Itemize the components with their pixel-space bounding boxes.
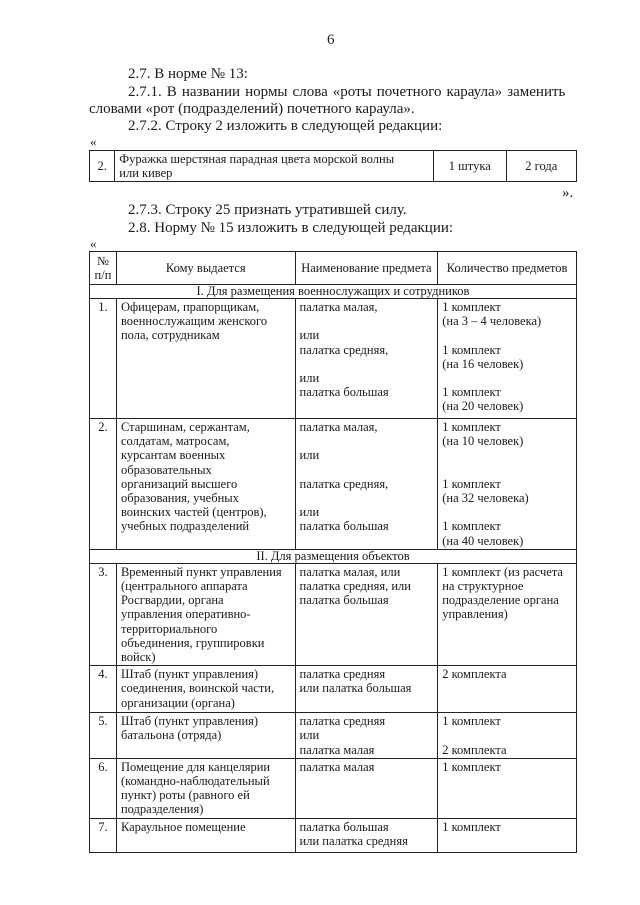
paragraph-2-8: 2.8. Норму № 15 изложить в следующей редакции: — [128, 220, 454, 236]
header-item: Наименование предмета — [295, 252, 438, 285]
row-number: 6. — [90, 758, 117, 818]
table-row — [90, 151, 577, 182]
row-recipient: Помещение для канцелярии (командно-наблюдательный пункт) роты (равного ей подразделения) — [116, 758, 295, 818]
table-row — [90, 713, 577, 759]
table-row — [90, 666, 577, 713]
section-heading — [90, 285, 577, 299]
row-recipient: Временный пункт управления (центрального аппарата Росгвардии, органа управления оперативно- территориального объединения, группировки войск) — [116, 563, 295, 665]
section-1-title: I. Для размещения военнослужащих и сотрудников — [90, 285, 577, 299]
page-number: 6 — [327, 32, 335, 48]
header-number: № п/п — [90, 252, 117, 285]
row-item: палатка средняя или палатка большая — [295, 666, 438, 713]
row-item: палатка большая или палатка средняя — [295, 818, 438, 852]
item-quantity: 1 штука — [434, 151, 506, 182]
row-item: палатка малая, или палатка средняя, или палатка большая — [295, 563, 438, 665]
row-recipient: Офицерам, прапорщикам, военнослужащим женского пола, сотрудникам — [116, 299, 295, 419]
row-quantity: 1 комплект (на 10 человек) 1 комплект (на 32 человека) 1 комплект (на 40 человек) — [438, 419, 577, 550]
row-number: 5. — [90, 713, 117, 759]
paragraph-2-7-2: 2.7.2. Строку 2 изложить в следующей редакции: — [128, 118, 443, 134]
row-number: 2. — [90, 419, 117, 550]
table-row — [90, 563, 577, 665]
row-number: 1. — [90, 299, 117, 419]
close-quote-1: ». — [562, 185, 574, 201]
row-number: 2. — [90, 151, 115, 182]
row-recipient: Штаб (пункт управления) батальона (отряда) — [116, 713, 295, 759]
section-2-title: II. Для размещения объектов — [90, 549, 577, 563]
section-heading — [90, 549, 577, 563]
row-number: 4. — [90, 666, 117, 713]
row-item: палатка средняя или палатка малая — [295, 713, 438, 759]
item-term: 2 года — [506, 151, 576, 182]
row-item: палатка малая — [295, 758, 438, 818]
table-header-row — [90, 252, 577, 285]
row-number: 3. — [90, 563, 117, 665]
table-row — [90, 818, 577, 852]
table-row — [90, 299, 577, 419]
table-form-cap — [89, 150, 577, 182]
table-norm-15 — [89, 251, 577, 853]
row-quantity: 1 комплект (из расчета на структурное подразделение органа управления) — [438, 563, 577, 665]
paragraph-2-7-1-line2: словами «рот (подразделений) почетного караула». — [89, 101, 415, 117]
row-quantity: 2 комплекта — [438, 666, 577, 713]
row-item: палатка малая, или палатка средняя, или палатка большая — [295, 299, 438, 419]
row-quantity: 1 комплект — [438, 758, 577, 818]
row-recipient: Караульное помещение — [116, 818, 295, 852]
header-quantity: Количество предметов — [438, 252, 577, 285]
row-item: палатка малая, или палатка средняя, или палатка большая — [295, 419, 438, 550]
row-quantity: 1 комплект — [438, 818, 577, 852]
paragraph-2-7-1-line1: 2.7.1. В названии нормы слова «роты почетного караула» заменить — [128, 84, 566, 100]
paragraph-2-7-3: 2.7.3. Строку 25 признать утратившей силу. — [128, 202, 407, 218]
item-name: Фуражка шерстяная парадная цвета морской волны или кивер — [115, 151, 434, 182]
open-quote-1: « — [90, 134, 97, 149]
paragraph-2-7: 2.7. В норме № 13: — [128, 66, 248, 82]
table-row — [90, 419, 577, 550]
header-whom: Кому выдается — [116, 252, 295, 285]
row-recipient: Старшинам, сержантам, солдатам, матросам, курсантам военных образовательных организаций высшего образования, учебных воинских частей (центров), учебных подразделений — [116, 419, 295, 550]
row-quantity: 1 комплект 2 комплекта — [438, 713, 577, 759]
table-row — [90, 758, 577, 818]
row-quantity: 1 комплект (на 3 – 4 человека) 1 комплект (на 16 человек) 1 комплект (на 20 человек) — [438, 299, 577, 419]
open-quote-2: « — [90, 236, 97, 251]
row-recipient: Штаб (пункт управления) соединения, воинской части, организации (органа) — [116, 666, 295, 713]
row-number: 7. — [90, 818, 117, 852]
